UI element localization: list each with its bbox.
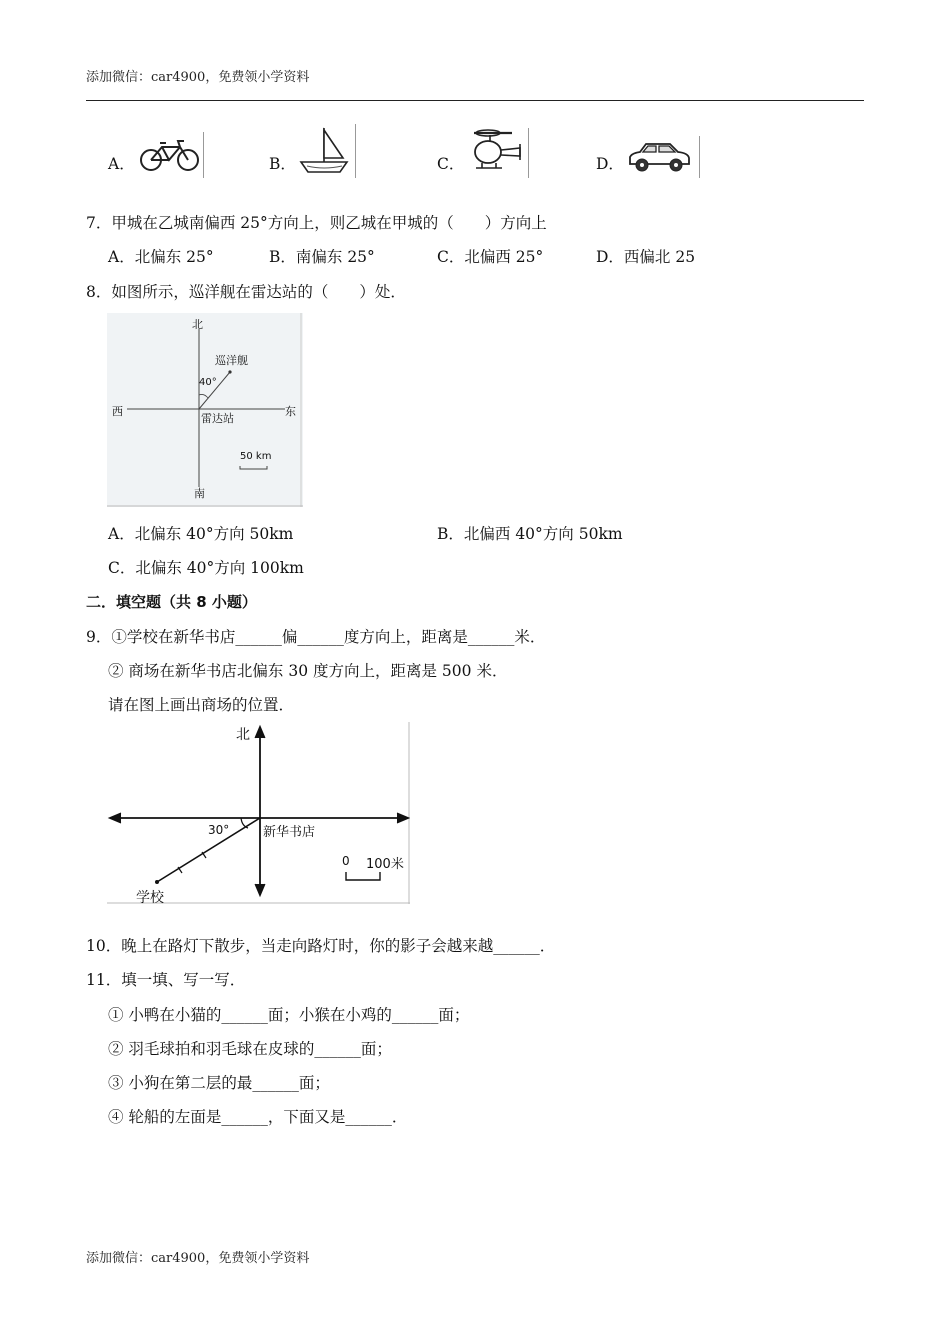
q11-item-1: ① 小鸭在小猫的______面；小猴在小鸡的______面； <box>108 1006 470 1024</box>
option-divider <box>699 136 700 178</box>
radar-west-label: 西 <box>112 405 123 418</box>
option-divider <box>203 132 204 178</box>
car-icon <box>626 140 692 174</box>
q7-stem: 7．甲城在乙城南偏西 25°方向上，则乙城在甲城的（ ）方向上 <box>86 214 547 232</box>
angle-30-label: 30° <box>208 823 230 837</box>
option-divider <box>528 128 529 178</box>
bicycle-icon <box>138 136 202 174</box>
page-footer: 添加微信：car4900，免费领小学资料 <box>86 1251 310 1266</box>
q6-option-c-letter: C． <box>437 155 465 173</box>
map-north-label: 北 <box>236 727 250 743</box>
angle-label: 40° <box>199 377 217 388</box>
q7-option-b: B．南偏东 25° <box>269 248 375 266</box>
q8-option-a: A．北偏东 40°方向 50km <box>108 525 294 543</box>
school-label: 学校 <box>136 890 164 906</box>
q6-option-d-letter: D． <box>596 155 624 173</box>
q8-option-b: B．北偏西 40°方向 50km <box>437 525 623 543</box>
q9-line-1: 9．①学校在新华书店______偏______度方向上，距离是______米． <box>86 628 546 646</box>
q10-text: 10．晚上在路灯下散步，当走向路灯时，你的影子会越来越______． <box>86 937 556 955</box>
sailboat-icon <box>298 124 350 176</box>
q11-stem: 11．填一填、写一写． <box>86 971 246 989</box>
scale-zero-label: 0 <box>342 854 350 868</box>
header-rule <box>86 100 864 101</box>
q7-option-c: C．北偏西 25° <box>437 248 544 266</box>
q11-item-4: ④ 轮船的左面是______，下面又是______． <box>108 1108 408 1126</box>
helicopter-icon <box>468 128 526 174</box>
q8-option-c: C．北偏东 40°方向 100km <box>108 559 304 577</box>
scale-100m-label: 100米 <box>366 857 404 872</box>
radar-figure <box>107 313 303 507</box>
q7-option-a: A．北偏东 25° <box>108 248 214 266</box>
page-header: 添加微信：car4900，免费领小学资料 <box>86 70 310 85</box>
bookstore-map-figure <box>107 722 410 904</box>
q7-option-d: D．西偏北 25 <box>596 248 696 266</box>
scale-label: 50 km <box>240 451 272 462</box>
q9-line-2: ② 商场在新华书店北偏东 30 度方向上，距离是 500 米． <box>108 662 508 680</box>
section-title: 二．填空题（共 8 小题） <box>86 593 257 611</box>
radar-north-label: 北 <box>192 318 203 331</box>
q6-option-b-letter: B． <box>269 155 296 173</box>
cruiser-label: 巡洋舰 <box>215 354 248 367</box>
q9-line-3: 请在图上画出商场的位置． <box>108 696 295 714</box>
radar-east-label: 东 <box>285 405 296 418</box>
q6-option-a-letter: A． <box>108 155 135 173</box>
bookstore-label: 新华书店 <box>263 825 316 840</box>
q8-stem: 8．如图所示，巡洋舰在雷达站的（ ）处． <box>86 283 406 301</box>
bookstore-map-lines <box>107 722 410 904</box>
radar-station-label: 雷达站 <box>201 412 234 425</box>
radar-south-label: 南 <box>194 487 205 500</box>
q11-item-3: ③ 小狗在第二层的最______面； <box>108 1074 330 1092</box>
option-divider <box>355 124 356 178</box>
q11-item-2: ② 羽毛球拍和羽毛球在皮球的______面； <box>108 1040 392 1058</box>
